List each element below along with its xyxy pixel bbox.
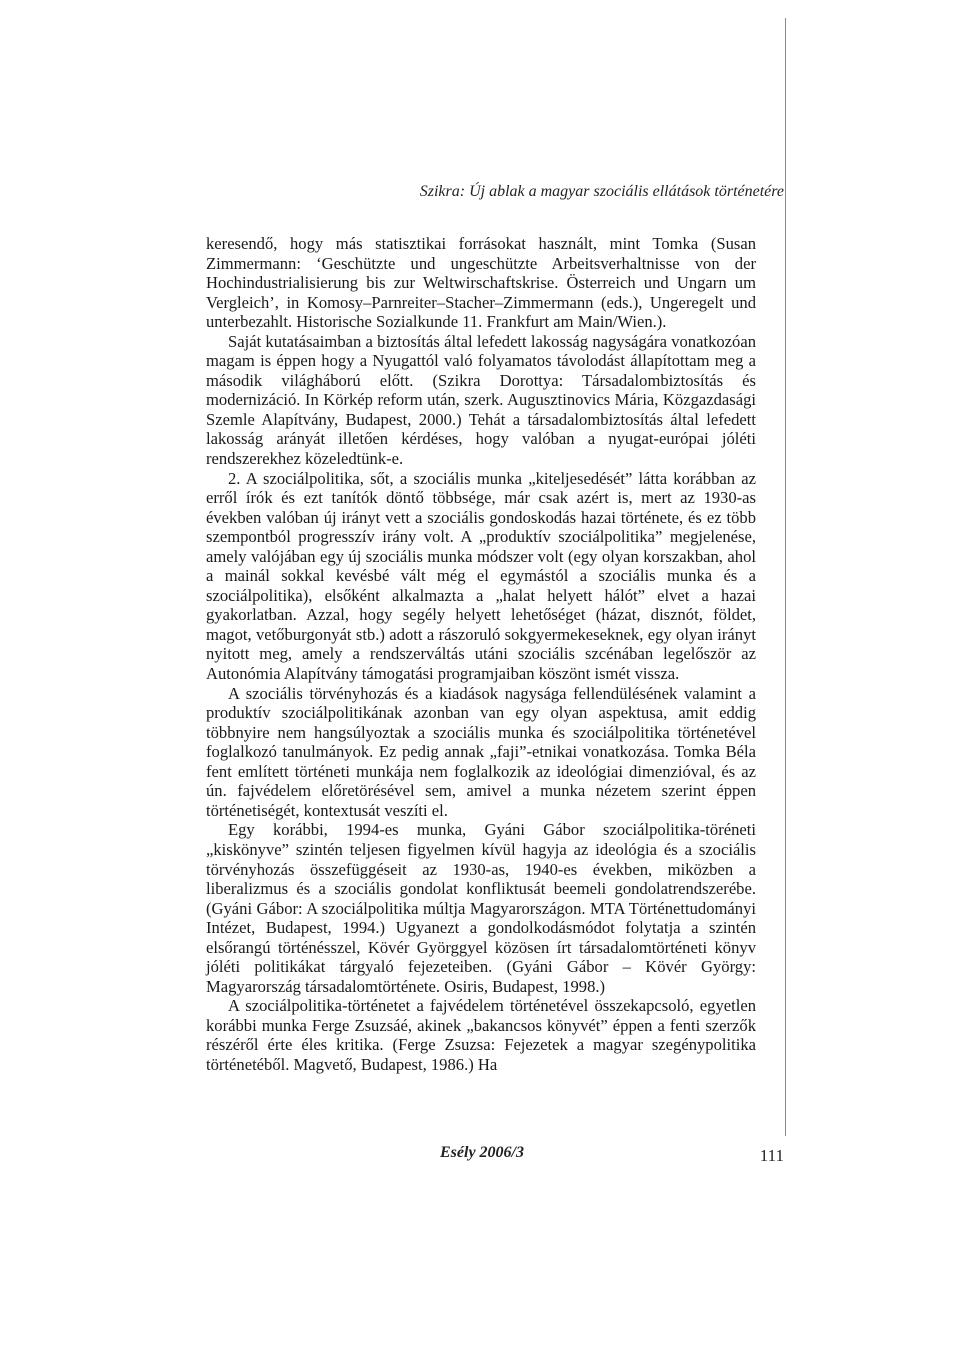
paragraph: Egy korábbi, 1994-es munka, Gyáni Gábor szociálpolitika-töréneti „kiskönyve” szintén teljesen figyelmen kívül hagyja az ideológia és a szociális törvényhozás összefüggéseit az 1930-as, 1940-es években, miközben a liberalizmus és a szociális gondolat konfliktusát beemeli gondolatrendszerébe. (Gyáni Gábor: A szociálpolitika múltja Magyarországon. MTA Történettudományi Intézet, Budapest, 1994.) Ugyanezt a gondolkodásmódot folytatja a szintén elsőrangú történésszel, Kövér Györggyel közösen írt társadalomtörténeti könyv jóléti politikákat tárgyaló fejezeteiben. (Gyáni Gábor – Kövér György: Magyarország társadalomtörténete. Osiris, Budapest, 1998.) [206, 820, 756, 996]
journal-issue: Esély 2006/3 [440, 1144, 524, 1161]
running-header: Szikra: Új ablak a magyar szociális ellátások történetére [419, 183, 784, 200]
body-text [206, 234, 756, 1075]
paragraph: keresendő, hogy más statisztikai forrásokat használt, mint Tomka (Susan Zimmermann: ‘Geschützte und ungeschützte Arbeitsverhaltnisse von der Hochindustrialisierung bis zur Weltwirschaftskrise. Österreich und Ungarn um Vergleich’, in Komosy–Parnreiter–Stacher–Zimmermann (eds.), Ungeregelt und unterbezahlt. Historische Sozialkunde 11. Frankfurt am Main/Wien.). [206, 234, 756, 332]
paragraph: 2. A szociálpolitika, sőt, a szociális munka „kiteljesedését” látta korábban az erről írók és ezt tanítók döntő többsége, már csak azért is, mert az 1930-as években valóban új irányt vett a szociális gondoskodás hazai története, és ez több szempontból progresszív irány volt. A „produktív szociálpolitika” megjelenése, amely valójában egy új szociális munka módszer volt (egy olyan korszakban, ahol a mainál sokkal kevésbé vált még el egymástól a szociális munka és a szociálpolitika), elsőként alkalmazta a „halat helyett hálót” elvet a hazai gyakorlatban. Azzal, hogy segély helyett lehetőséget (házat, disznót, földet, magot, vetőburgonyát stb.) adott a rászoruló sokgyermekeseknek, egy olyan irányt nyitott meg, amely a rendszerváltás utáni szociális szcénában legelőször az Autonómia Alapítvány támogatási programjaiban köszönt ismét vissza. [206, 468, 756, 684]
margin-rule [785, 18, 786, 1136]
paragraph: A szociális törvényhozás és a kiadások nagysága fellendülésének valamint a produktív szociálpolitikának azonban van egy olyan aspektusa, amit eddig többnyire nem hangsúlyoztak a szociális munka és szociálpolitika történetével foglalkozó tanulmányok. Ez pedig annak „faji”-etnikai vonatkozása. Tomka Béla fent említett történeti munkája nem foglalkozik az ideológiai dimenzióval, és az ún. fajvédelem előretörésével sem, amivel a munka nézetem szerint éppen történetiségét, kontextusát veszíti el. [206, 683, 756, 820]
paragraph: Saját kutatásaimban a biztosítás által lefedett lakosság nagyságára vonatkozóan magam is éppen hogy a Nyugattól való folyamatos távolodást állapítottam meg a második világháború előtt. (Szikra Dorottya: Társadalombiztosítás és modernizáció. In Körkép reform után, szerk. Augusztinovics Mária, Közgazdasági Szemle Alapítvány, Budapest, 2000.) Tehát a társadalombiztosítás által lefedett lakosság arányát illetően kérdéses, hogy valóban a nyugat-európai jóléti rendszerekhez közeledtünk-e. [206, 331, 756, 469]
paragraph: A szociálpolitika-történetet a fajvédelem történetével összekapcsoló, egyetlen korábbi munka Ferge Zsuzsáé, akinek „bakancsos könyvét” éppen a fenti szerzők részéről érte éles kritika. (Ferge Zsuzsa: Fejezetek a magyar szegénypolitika történetéből. Magvető, Budapest, 1986.) Ha [206, 996, 756, 1074]
page-number: 111 [759, 1146, 784, 1165]
